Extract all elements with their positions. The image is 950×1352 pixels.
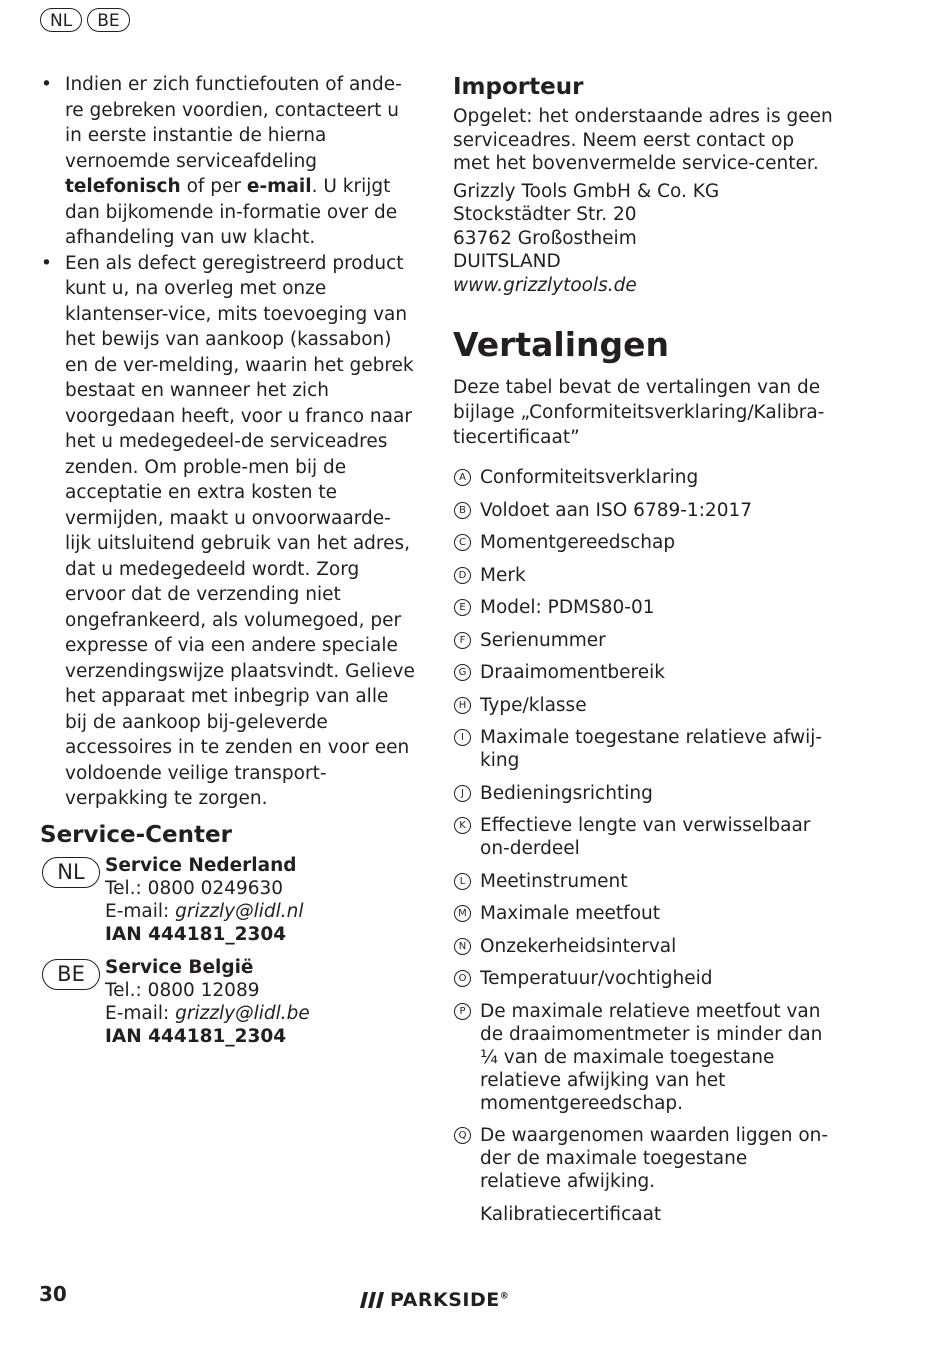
service-instructions-list <box>40 72 415 812</box>
calibration-certificate-label: Kalibratiecertificaat <box>480 1203 662 1225</box>
service-nl-email-row: E-mail: grizzly@lidl.nl <box>105 900 304 922</box>
list-item: K Effectieve lengte van verwisselbaar on-derdeel <box>453 814 833 860</box>
circled-letter-icon: B <box>454 502 471 519</box>
importer-street: Stockstädter Str. 20 <box>453 204 637 225</box>
service-be-phone: Tel.: 0800 12089 <box>105 979 260 1001</box>
circled-letter-icon: H <box>454 697 471 714</box>
language-badge-be: BE <box>87 8 129 32</box>
service-be-name: Service België <box>105 956 254 978</box>
list-item: A Conformiteitsverklaring <box>453 466 833 489</box>
circled-letter-icon: N <box>454 938 471 955</box>
list-item: C Momentgereedschap <box>453 531 833 554</box>
list-item: H Type/klasse <box>453 694 833 717</box>
parkside-stripes-icon <box>360 1290 384 1310</box>
language-badge-nl: NL <box>40 8 82 32</box>
service-center-heading: Service-Center <box>40 821 232 848</box>
importer-website: www.grizzlytools.de <box>453 274 637 296</box>
list-item <box>453 1203 833 1226</box>
list-item: J Bedieningsrichting <box>453 782 833 805</box>
circled-letter-icon: D <box>454 567 471 584</box>
service-nl-phone: Tel.: 0800 0249630 <box>105 877 284 899</box>
list-item: E Model: PDMS80-01 <box>453 596 833 619</box>
circled-letter-icon: Q <box>454 1127 471 1144</box>
circled-letter-icon: K <box>454 817 471 834</box>
list-item: N Onzekerheidsinterval <box>453 935 833 958</box>
service-nl-name: Service Nederland <box>105 854 297 876</box>
translations-heading: Vertalingen <box>453 325 670 364</box>
service-nl-block <box>40 854 415 946</box>
right-column <box>453 72 833 1235</box>
circled-letter-icon: J <box>454 785 471 802</box>
circled-letter-icon: C <box>454 534 471 551</box>
list-item: F Serienummer <box>453 629 833 652</box>
page-number: 30 <box>39 1282 67 1306</box>
brand-logo <box>360 1289 509 1311</box>
list-item: Q De waargenomen waarden liggen on-der de maximale toegestane relatieve afwijking. <box>453 1124 833 1193</box>
service-be-badge: BE <box>42 959 100 990</box>
importer-heading: Importeur <box>453 74 584 100</box>
list-item: • Een als defect geregistreerd product kunt u, na overleg met onze klantenser-vice, mits toevoeging van het bewijs van aankoop (kassabon) en de ver-melding, waarin het gebrek bestaat en wanneer het zich voorgedaan heeft, voor u franco naar het u medegedeel-de serviceadres zenden. Om proble-men bij de acceptatie en extra kosten te vermijden, maakt u onvoorwaarde-lijk uitsluitend gebruik van het adres, dat u medegedeeld wordt. Zorg ervoor dat de verzending niet ongefrankeerd, als volumegoed, per expresse of via een andere speciale verzendingswijze plaatsvindt. Gelieve het apparaat met inbegrip van alle bij de aankoop bij-geleverde accessoires in te zenden en voor een voldoende veilige transport-verpakking te zorgen. <box>41 252 415 809</box>
list-item: I Maximale toegestane relatieve afwij-king <box>453 726 833 772</box>
list-item: G Draaimomentbereik <box>453 661 833 684</box>
service-nl-badge: NL <box>42 857 100 888</box>
service-nl-email: grizzly@lidl.nl <box>175 900 304 922</box>
circled-letter-icon: G <box>454 664 471 681</box>
circled-letter-icon: O <box>454 970 471 987</box>
translations-intro: Deze tabel bevat de vertalingen van de bijlage „Conformiteitsverklaring/Kalibra-tiecertificaat” <box>453 377 825 448</box>
circled-letter-icon: L <box>454 873 471 890</box>
list-item: M Maximale meetfout <box>453 902 833 925</box>
list-item: • Indien er zich functiefouten of ande-re gebreken voordien, contacteert u in eerste instantie de hierna vernoemde serviceafdeling telefonisch of per e-mail. U krijgt dan bijkomende in-formatie over de afhandeling van uw klacht. <box>41 74 402 248</box>
bullet-icon: • <box>41 74 52 95</box>
list-item: O Temperatuur/vochtigheid <box>453 967 833 990</box>
circled-letter-icon: A <box>454 469 471 486</box>
bullet-icon: • <box>41 252 52 274</box>
service-be-email: grizzly@lidl.be <box>175 1002 310 1024</box>
circled-letter-icon: F <box>454 632 471 649</box>
list-item: L Meetinstrument <box>453 870 833 893</box>
service-nl-ian: IAN 444181_2304 <box>105 923 287 945</box>
brand-name: PARKSIDE® <box>390 1289 510 1311</box>
circled-letter-icon: M <box>454 905 471 922</box>
importer-address <box>453 180 833 298</box>
importer-company: Grizzly Tools GmbH & Co. KG <box>453 180 720 202</box>
circled-letter-icon: E <box>454 599 471 616</box>
service-be-ian: IAN 444181_2304 <box>105 1025 287 1047</box>
importer-note: Opgelet: het onderstaande adres is geen serviceadres. Neem eerst contact op met het bovenvermelde service-center. <box>453 106 833 174</box>
importer-city: 63762 Großostheim <box>453 227 637 249</box>
left-column <box>40 72 415 1048</box>
language-badges <box>40 8 130 32</box>
circled-letter-icon: P <box>454 1003 471 1020</box>
service-be-block <box>40 956 415 1048</box>
service-be-email-row: E-mail: grizzly@lidl.be <box>105 1002 310 1024</box>
translations-list <box>453 466 833 1226</box>
list-item: P De maximale relatieve meetfout van de draaimomentmeter is minder dan ¼ van de maximale toegestane relatieve afwijking van het momentgereedschap. <box>453 1000 833 1115</box>
importer-country: DUITSLAND <box>453 251 561 272</box>
list-item: D Merk <box>453 564 833 587</box>
list-item: B Voldoet aan ISO 6789-1:2017 <box>453 499 833 522</box>
circled-letter-icon: I <box>454 729 471 746</box>
